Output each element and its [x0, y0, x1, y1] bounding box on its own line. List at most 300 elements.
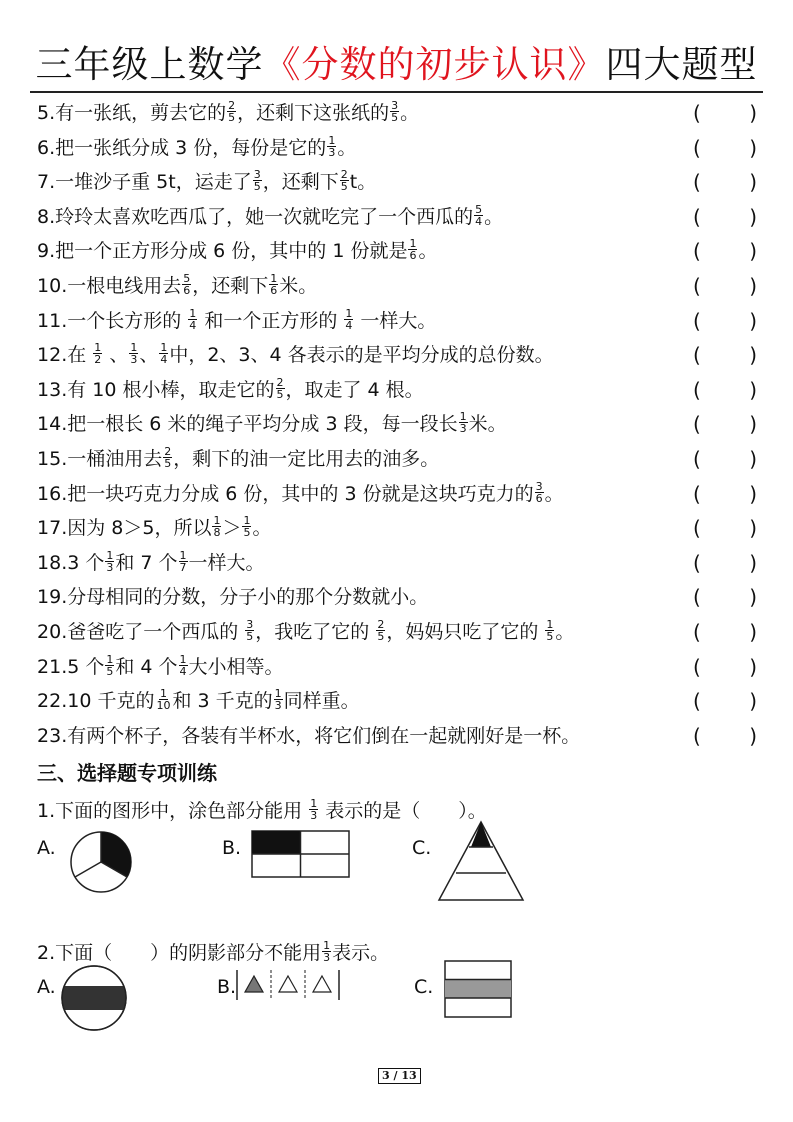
denominator: 5 [377, 630, 385, 643]
question-dot: . [49, 102, 56, 124]
numerator: 5 [183, 272, 191, 285]
denominator: 4 [160, 353, 168, 367]
question-text-pre: 下面的图形中，涂色部分能用 [55, 800, 309, 822]
denominator: 6 [409, 249, 417, 263]
question-number: 19 [37, 586, 62, 609]
text-segment: 中，2、3、4 各表示的是平均分成的总份数。 [169, 344, 554, 367]
fraction [474, 204, 483, 227]
question-dot: . [61, 275, 68, 297]
circle-band-figure [60, 964, 128, 1032]
answer-blank[interactable] [693, 373, 757, 407]
question-dot: . [61, 621, 68, 643]
denominator: 10 [156, 699, 171, 713]
question-text [37, 272, 318, 297]
open-paren: ( [693, 516, 701, 541]
denominator: 3 [328, 145, 336, 159]
text-segment: 和一个正方形的 [198, 309, 344, 332]
fraction [253, 169, 262, 192]
text-segment: 一样大。 [188, 551, 265, 574]
question-text [37, 375, 424, 401]
option-c-label: C. [414, 976, 434, 998]
question-number: 11 [37, 309, 62, 332]
question-dot: . [61, 378, 68, 401]
judge-question-row [37, 650, 767, 684]
answer-blank[interactable] [693, 165, 757, 199]
judge-question-row [37, 615, 767, 649]
judge-question-row [37, 477, 767, 511]
fraction [179, 654, 188, 677]
answer-blank[interactable] [693, 442, 757, 476]
denominator: 5 [246, 630, 254, 643]
fraction [340, 169, 349, 192]
open-paren: ( [693, 343, 701, 368]
numerator: 5 [475, 202, 483, 216]
question-number: 17 [37, 517, 62, 540]
question-dot: . [61, 655, 68, 678]
answer-blank[interactable] [693, 407, 757, 441]
open-paren: ( [693, 377, 701, 402]
answer-blank[interactable] [693, 131, 757, 165]
denominator: 5 [276, 387, 284, 401]
judge-question-row [37, 684, 767, 718]
text-segment: 有一张纸，剪去它的 [55, 102, 227, 124]
close-paren: ) [749, 377, 757, 402]
question-number: 16 [37, 482, 62, 505]
open-paren: ( [693, 447, 701, 471]
judge-question-row [37, 200, 767, 234]
close-paren: ) [749, 620, 757, 644]
text-segment: 米。 [279, 275, 318, 297]
close-paren: ) [749, 516, 757, 541]
answer-blank[interactable] [693, 477, 757, 511]
denominator: 4 [345, 318, 353, 332]
close-paren: ) [749, 239, 757, 264]
answer-blank[interactable] [693, 719, 757, 753]
numerator: 2 [340, 168, 348, 182]
denominator: 5 [164, 457, 172, 470]
question-dot: . [61, 309, 68, 332]
question-number: 8 [37, 205, 50, 228]
fraction [327, 135, 336, 158]
denominator: 5 [243, 526, 251, 540]
answer-blank[interactable] [693, 684, 757, 718]
close-paren: ) [749, 343, 757, 368]
triangle-layers-figure [437, 820, 525, 902]
open-paren: ( [693, 274, 701, 298]
question-dot: . [49, 942, 56, 964]
fraction [179, 550, 188, 573]
question-text-post: 表示。 [332, 942, 390, 964]
text-segment: 玲玲太喜欢吃西瓜了，她一次就吃完了一个西瓜的 [55, 205, 474, 228]
question-dot: . [49, 800, 56, 822]
question-text [37, 99, 420, 124]
close-paren: ) [749, 689, 757, 714]
judge-question-row [37, 338, 767, 372]
denominator: 3 [274, 699, 282, 713]
judge-question-row [37, 407, 767, 441]
circle-thirds-figure [69, 830, 133, 894]
text-segment: 把一块巧克力分成 6 份，其中的 3 份就是这块巧克力的 [67, 482, 534, 505]
text-segment: 5 个 [67, 655, 105, 678]
question-number: 6 [37, 136, 50, 159]
question-text [37, 514, 272, 540]
numerator: 1 [328, 133, 336, 147]
denominator: 8 [213, 526, 221, 540]
question-dot: . [61, 724, 68, 747]
text-segment: 。 [418, 240, 438, 263]
open-paren: ( [693, 135, 701, 160]
question-text [37, 445, 440, 470]
text-segment: ，还剩下 [262, 171, 339, 194]
open-paren: ( [693, 689, 701, 714]
question-dot: . [49, 171, 56, 194]
text-segment: 。 [544, 482, 564, 505]
question-text [37, 410, 507, 436]
question-text [37, 548, 265, 574]
text-segment: 米。 [468, 413, 507, 436]
numerator: 1 [179, 652, 187, 666]
answer-blank[interactable] [693, 96, 757, 130]
denominator: 5 [106, 664, 114, 678]
fraction [155, 688, 171, 711]
denominator: 6 [270, 284, 278, 297]
fraction [163, 446, 172, 469]
denominator: 5 [253, 180, 261, 194]
open-paren: ( [693, 170, 701, 195]
denominator: 2 [94, 353, 102, 367]
answer-blank[interactable] [693, 338, 757, 372]
question-number: 7 [37, 171, 50, 194]
text-segment: 同样重。 [283, 690, 360, 713]
judge-question-row [37, 131, 767, 165]
question-dot: . [61, 482, 68, 505]
denominator: 5 [340, 180, 348, 194]
denominator: 5 [391, 111, 399, 124]
option-a-label: A. [37, 976, 56, 998]
text-segment: 。 [555, 621, 575, 643]
numerator: 1 [179, 548, 187, 562]
text-segment: 一堆沙子重 5t，运走了 [55, 171, 252, 194]
text-segment: 大小相等。 [188, 655, 284, 678]
question-number: 13 [37, 378, 62, 401]
judge-question-row [37, 442, 767, 476]
numerator: 1 [159, 687, 167, 701]
judge-question-row [37, 96, 767, 130]
numerator: 2 [276, 375, 284, 389]
answer-blank[interactable] [693, 615, 757, 649]
close-paren: ) [749, 101, 757, 125]
fraction [242, 515, 251, 538]
text-segment: ，取走了 4 根。 [285, 378, 424, 401]
question-number: 20 [37, 621, 62, 643]
denominator: 6 [535, 491, 543, 505]
open-paren: ( [693, 620, 701, 644]
text-segment: 3 个 [67, 551, 105, 574]
open-paren: ( [693, 204, 701, 229]
question-number: 10 [37, 275, 62, 297]
close-paren: ) [749, 412, 757, 437]
numerator: 2 [228, 99, 236, 112]
numerator: 1 [310, 797, 318, 810]
judge-question-row [37, 580, 767, 614]
judge-question-row [37, 234, 767, 268]
fraction [212, 515, 221, 538]
answer-blank[interactable] [693, 200, 757, 234]
question-dot: . [61, 413, 68, 436]
open-paren: ( [693, 585, 701, 610]
denominator: 4 [475, 214, 483, 228]
question-dot: . [61, 448, 68, 470]
question-text [37, 202, 504, 228]
numerator: 1 [345, 306, 353, 320]
text-segment: 把一根长 6 米的绳子平均分成 3 段，每一段长 [67, 413, 458, 436]
close-paren: ) [749, 654, 757, 679]
open-paren: ( [693, 412, 701, 437]
question-dot: . [49, 136, 56, 159]
text-segment: 、 [103, 344, 129, 367]
numerator: 1 [94, 341, 102, 355]
numerator: 1 [106, 548, 114, 562]
question-number: 5 [37, 102, 50, 124]
question-dot: . [61, 551, 68, 574]
denominator: 3 [130, 353, 138, 367]
text-segment: t。 [349, 171, 377, 194]
text-segment: ＞ [222, 517, 242, 540]
text-segment: 爸爸吃了一个西瓜的 [67, 621, 245, 643]
question-text [37, 479, 564, 505]
judge-question-row [37, 304, 767, 338]
fraction [408, 238, 417, 261]
fraction [105, 654, 114, 677]
question-text-post: 表示的是（ ）。 [319, 800, 487, 822]
text-segment: 分母相同的分数，分子小的那个分数就小。 [67, 586, 429, 609]
text-segment: 。 [252, 517, 272, 540]
question-dot: . [61, 344, 68, 367]
text-segment: 有 10 根小棒，取走它的 [67, 378, 275, 401]
question-number: 2 [37, 942, 50, 964]
text-segment: 一个长方形的 [67, 309, 188, 332]
text-segment: 一样大。 [354, 309, 437, 332]
answer-blank[interactable] [693, 304, 757, 338]
denominator: 3 [106, 560, 114, 574]
judge-question-row [37, 719, 767, 753]
answer-blank[interactable] [693, 269, 757, 303]
option-a-label: A. [37, 837, 56, 859]
close-paren: ) [749, 274, 757, 298]
question-dot: . [61, 586, 68, 609]
text-segment: 一桶油用去 [67, 448, 163, 470]
fraction [105, 550, 114, 573]
text-segment: 。 [484, 205, 504, 228]
document-title [0, 40, 793, 90]
text-segment: 有两个杯子，各装有半杯水，将它们倒在一起就刚好是一杯。 [67, 724, 581, 747]
question-text-pre: 下面（ ）的阴影部分不能用 [55, 942, 322, 964]
fraction [390, 100, 399, 123]
judge-question-row [37, 269, 767, 303]
text-segment: ，剩下的油一定比用去的油多。 [173, 448, 440, 470]
question-text [37, 168, 377, 194]
question-dot: . [49, 205, 56, 228]
judge-question-row [37, 511, 767, 545]
question-text [37, 586, 428, 608]
text-segment: 把一个正方形分成 6 份，其中的 1 份就是 [55, 240, 408, 263]
question-dot: . [49, 240, 56, 263]
numerator: 3 [535, 479, 543, 493]
text-segment: 和 3 千克的 [172, 690, 273, 713]
close-paren: ) [749, 585, 757, 610]
text-segment: 在 [67, 344, 93, 367]
triangles-row-figure [235, 968, 343, 1002]
question-number: 22 [37, 690, 62, 713]
fraction [459, 411, 468, 434]
fraction [535, 481, 544, 504]
fraction [545, 619, 554, 642]
open-paren: ( [693, 101, 701, 125]
text-segment: 。 [337, 136, 357, 159]
question-number: 14 [37, 413, 62, 436]
question-dot: . [61, 690, 68, 713]
answer-blank[interactable] [693, 511, 757, 545]
section-title-choice: 三、选择题专项训练 [37, 761, 217, 785]
answer-blank[interactable] [693, 546, 757, 580]
close-paren: ) [749, 135, 757, 160]
denominator: 3 [310, 809, 318, 822]
question-text [37, 341, 554, 367]
text-segment: 和 4 个 [115, 655, 178, 678]
denominator: 3 [459, 422, 467, 436]
question-number: 12 [37, 344, 62, 367]
fraction [93, 342, 102, 365]
numerator: 3 [253, 168, 261, 182]
numerator: 1 [270, 272, 278, 285]
numerator: 1 [213, 514, 221, 528]
open-paren: ( [693, 654, 701, 679]
title-part1: 三年级上数学 [35, 43, 264, 86]
text-segment: 一根电线用去 [67, 275, 182, 297]
question-number: 23 [37, 724, 62, 747]
denominator: 4 [189, 318, 197, 332]
question-number: 1 [37, 800, 50, 822]
question-text [37, 618, 575, 643]
denominator: 7 [179, 560, 187, 574]
fraction [376, 619, 385, 642]
numerator: 3 [391, 99, 399, 112]
question-text [37, 652, 284, 678]
title-part3: 四大题型 [605, 43, 758, 86]
open-paren: ( [693, 550, 701, 575]
page-number: 3 / 13 [378, 1068, 421, 1084]
fraction [344, 308, 353, 331]
question-number: 21 [37, 655, 62, 678]
numerator: 1 [160, 341, 168, 355]
fraction [269, 273, 278, 296]
fraction [245, 619, 254, 642]
text-segment: 、 [139, 344, 159, 367]
numerator: 1 [189, 306, 197, 320]
text-segment: ，还剩下这张纸的 [237, 102, 390, 124]
fraction [129, 342, 138, 365]
fraction [322, 940, 331, 963]
choice-question-1 [37, 794, 487, 828]
open-paren: ( [693, 308, 701, 333]
close-paren: ) [749, 308, 757, 333]
close-paren: ) [749, 550, 757, 575]
numerator: 1 [243, 514, 251, 528]
answer-blank[interactable] [693, 650, 757, 684]
fraction [276, 377, 285, 400]
open-paren: ( [693, 723, 701, 748]
close-paren: ) [749, 447, 757, 471]
text-segment: 10 千克的 [67, 690, 155, 713]
question-number: 15 [37, 448, 62, 470]
numerator: 1 [106, 652, 114, 666]
text-segment: ，我吃了它的 [255, 621, 376, 643]
rectangle-band-figure [444, 960, 512, 1018]
numerator: 2 [377, 618, 385, 631]
numerator: 1 [323, 939, 331, 952]
question-text [37, 133, 357, 159]
denominator: 6 [183, 284, 191, 297]
fraction [182, 273, 191, 296]
numerator: 3 [246, 618, 254, 631]
option-b-label: B. [222, 837, 242, 859]
question-number: 9 [37, 240, 50, 263]
question-text [37, 306, 437, 332]
text-segment: 。 [400, 102, 420, 124]
question-text [37, 687, 360, 713]
question-text [37, 237, 438, 263]
fraction [274, 688, 283, 711]
option-c-label: C. [412, 837, 432, 859]
title-part2: 《分数的初步认识》 [263, 43, 606, 86]
numerator: 1 [274, 687, 282, 701]
numerator: 2 [164, 445, 172, 458]
open-paren: ( [693, 481, 701, 506]
judge-question-row [37, 165, 767, 199]
answer-blank[interactable] [693, 580, 757, 614]
fraction [309, 798, 318, 821]
question-dot: . [61, 517, 68, 540]
fraction [159, 342, 168, 365]
denominator: 5 [228, 111, 236, 124]
denominator: 3 [323, 951, 331, 964]
denominator: 5 [546, 630, 554, 643]
close-paren: ) [749, 481, 757, 506]
text-segment: ，还剩下 [192, 275, 269, 297]
close-paren: ) [749, 170, 757, 195]
open-paren: ( [693, 239, 701, 264]
text-segment: 因为 8＞5，所以 [67, 517, 212, 540]
question-number: 18 [37, 551, 62, 574]
numerator: 1 [546, 618, 554, 631]
denominator: 4 [179, 664, 187, 678]
judge-question-row [37, 373, 767, 407]
text-segment: ，妈妈只吃了它的 [386, 621, 545, 643]
text-segment: 把一张纸分成 3 份，每份是它的 [55, 136, 327, 159]
close-paren: ) [749, 204, 757, 229]
judge-question-row [37, 546, 767, 580]
answer-blank[interactable] [693, 234, 757, 268]
numerator: 1 [409, 237, 417, 251]
numerator: 1 [459, 410, 467, 424]
numerator: 1 [130, 341, 138, 355]
title-rule [30, 91, 763, 93]
close-paren: ) [749, 723, 757, 748]
text-segment: 和 7 个 [115, 551, 178, 574]
fraction [188, 308, 197, 331]
rectangle-quarters-figure [251, 830, 350, 878]
fraction [227, 100, 236, 123]
